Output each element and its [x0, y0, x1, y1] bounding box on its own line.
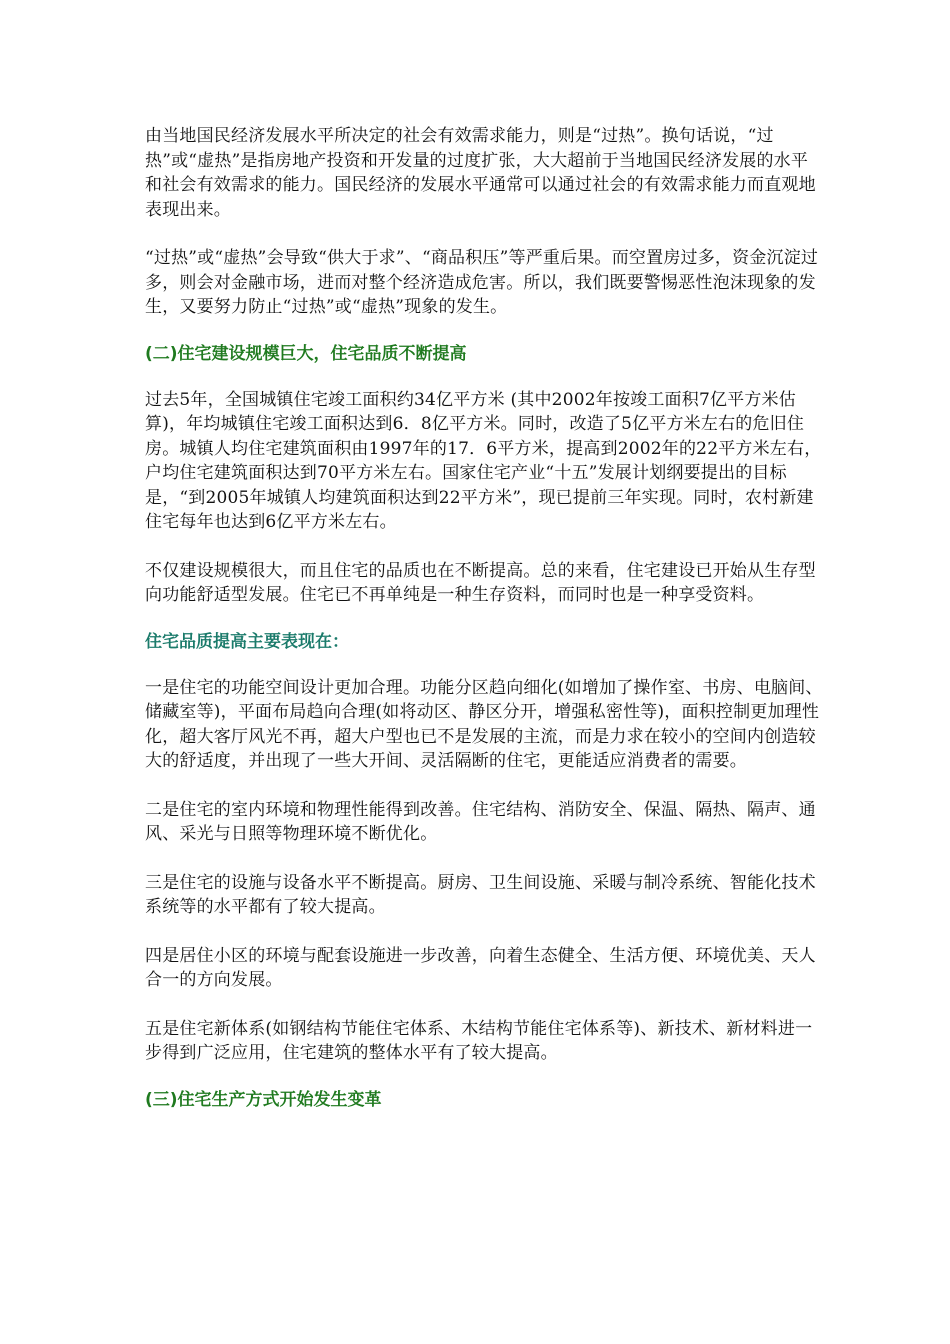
paragraph-overheat-consequences: “过热”或“虚热”会导致“供大于求”、“商品积压”等严重后果。而空置房过多，资金沉淀过多，则会对金融市场，进而对整个经济造成危害。所以，我们既要警惕恶性泡沫现象的发生，又要努力防止“过热”或“虚热”现象的发生。 [145, 248, 819, 317]
paragraph-point-3: 三是住宅的设施与设备水平不断提高。厨房、卫生间设施、采暖与制冷系统、智能化技术系统等的水平都有了较大提高。 [145, 872, 816, 917]
paragraph-point-4: 四是居住小区的环境与配套设施进一步改善，向着生态健全、生活方便、环境优美、天人合一的方向发展。 [145, 945, 816, 990]
section-heading-2: (二)住宅建设规模巨大，住宅品质不断提高 [145, 343, 467, 364]
paragraph-point-1: 一是住宅的功能空间设计更加合理。功能分区趋向细化(如增加了操作室、书房、电脑间、储藏室等)，平面布局趋向合理(如将动区、静区分开，增强私密性等)，面积控制更加理性化，超大客厅风光不再，超大户型也已不是发展的主流，而是力求在较小的空间内创造较大的舒适度，并出现了一些大开间、灵活隔断的住宅，更能适应消费者的需要。 [145, 677, 823, 771]
paragraph-overheat-definition: 由当地国民经济发展水平所决定的社会有效需求能力，则是“过热”。换句话说，“过热”或“虚热”是指房地产投资和开发量的过度扩张，大大超前于当地国民经济发展的水平和社会有效需求的能力。国民经济的发展水平通常可以通过社会的有效需求能力而直观地表现出来。 [145, 126, 816, 220]
document-page [145, 124, 825, 1112]
paragraph-construction-scale: 过去5年，全国城镇住宅竣工面积约34亿平方米 (其中2002年按竣工面积7亿平方米估算)，年均城镇住宅竣工面积达到6．8亿平方米。同时，改造了5亿平方米左右的危旧住房。城镇人均住宅建筑面积由1997年的17．6平方米，提高到2002年的22平方米左右，户均住宅建筑面积达到70平方米左右。国家住宅产业“十五”发展计划纲要提出的目标是，“到2005年城镇人均建筑面积达到22平方米”，现已提前三年实现。同时，农村新建住宅每年也达到6亿平方米左右。 [145, 389, 822, 532]
paragraph-quality-improvement: 不仅建设规模很大，而且住宅的品质也在不断提高。总的来看，住宅建设已开始从生存型向功能舒适型发展。住宅已不再单纯是一种生存资料，而同时也是一种享受资料。 [145, 560, 816, 605]
subheading-quality: 住宅品质提高主要表现在： [145, 631, 349, 652]
paragraph-point-2: 二是住宅的室内环境和物理性能得到改善。住宅结构、消防安全、保温、隔热、隔声、通风、采光与日照等物理环境不断优化。 [145, 799, 816, 844]
section-heading-3: (三)住宅生产方式开始发生变革 [145, 1089, 382, 1110]
paragraph-point-5: 五是住宅新体系(如钢结构节能住宅体系、木结构节能住宅体系等)、新技术、新材料进一步得到广泛应用，住宅建筑的整体水平有了较大提高。 [145, 1018, 813, 1063]
